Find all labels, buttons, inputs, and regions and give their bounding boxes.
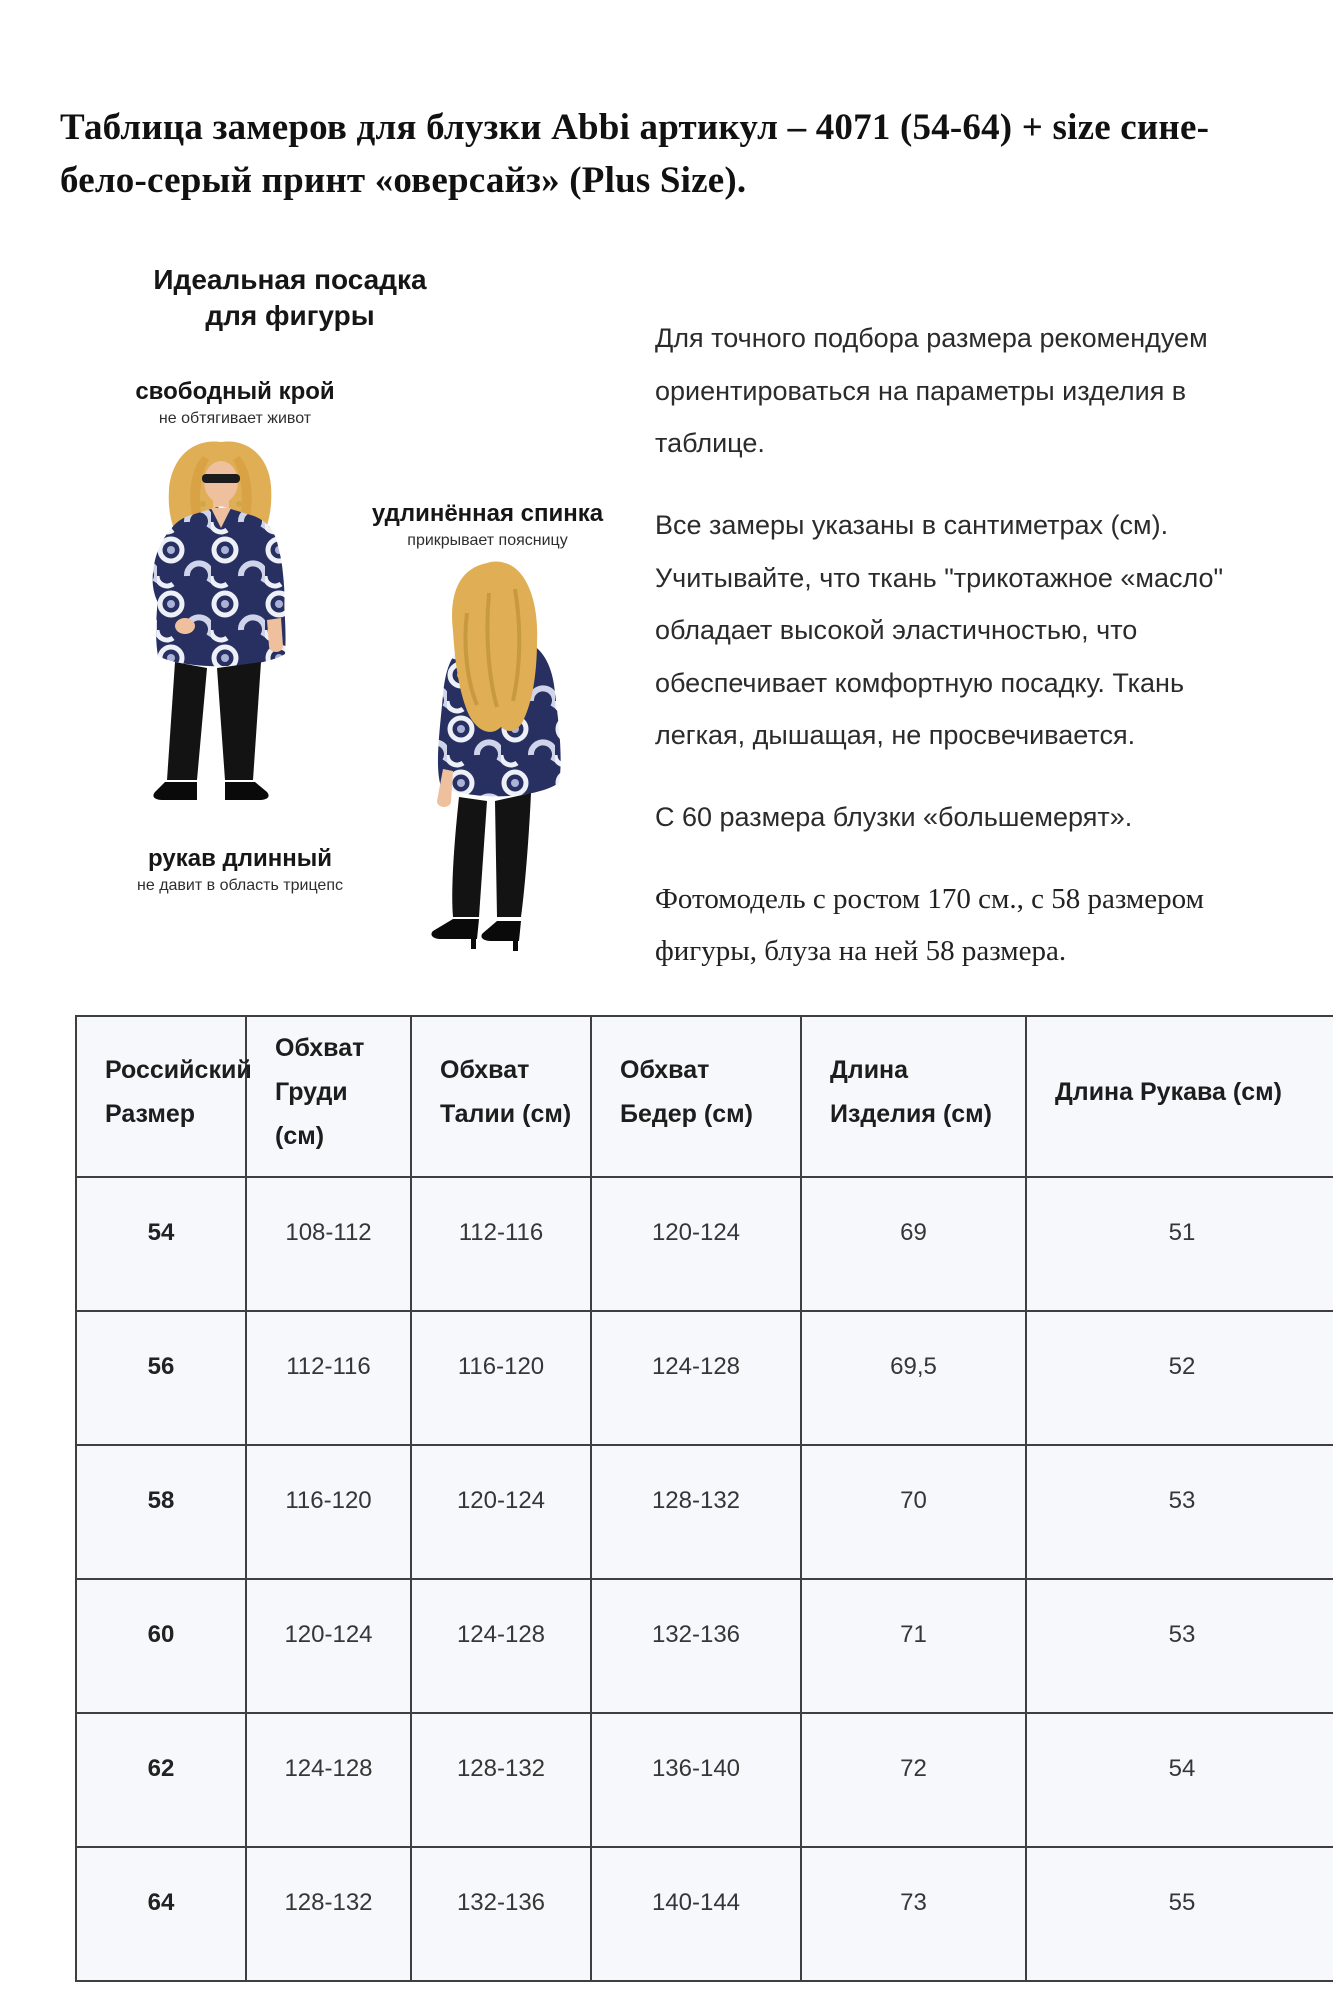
cell-hips: 120-124: [591, 1177, 801, 1311]
cell-hips: 136-140: [591, 1713, 801, 1847]
size-table-header-row: [76, 1016, 1333, 1177]
model-front-photo: [103, 428, 341, 808]
annotation-long-sleeve-subtitle: не давит в область трицепс: [137, 876, 343, 894]
cell-hips: 128-132: [591, 1445, 801, 1579]
cell-size: 60: [76, 1579, 246, 1713]
cell-sleeve: 54: [1026, 1713, 1333, 1847]
annotation-loose-cut-subtitle: не обтягивает живот: [158, 409, 312, 427]
cell-chest: 120-124: [246, 1579, 411, 1713]
cell-sleeve: 55: [1026, 1847, 1333, 1981]
cell-hips: 132-136: [591, 1579, 801, 1713]
cell-length: 71: [801, 1579, 1026, 1713]
header-hips: Обхват Бедер (см): [591, 1016, 801, 1177]
cell-length: 69,5: [801, 1311, 1026, 1445]
annotation-loose-cut: [95, 378, 375, 431]
page-title: Таблица замеров для блузки Abbi артикул – 4071 (54-64) + size сине-бело-серый принт «оверсайз» (Plus Size).: [60, 107, 1210, 201]
cell-size: 64: [76, 1847, 246, 1981]
cell-chest: 112-116: [246, 1311, 411, 1445]
table-row: [76, 1177, 1333, 1311]
cell-sleeve: 53: [1026, 1579, 1333, 1713]
cell-waist: 120-124: [411, 1445, 591, 1579]
annotation-long-back-title: удлинённая спинка: [371, 500, 604, 527]
cell-chest: 116-120: [246, 1445, 411, 1579]
cell-waist: 124-128: [411, 1579, 591, 1713]
description-paragraph-2: Все замеры указаны в сантиметрах (см). Учитывайте, что ткань "трикотажное «масло" обладает высокой эластичностью, что обеспечивает комфортную посадку. Ткань легкая, дышащая, не просвечивается.: [655, 509, 1224, 751]
model-back-photo: [393, 553, 593, 953]
cell-length: 73: [801, 1847, 1026, 1981]
header-sleeve: Длина Рукава (см): [1026, 1016, 1333, 1177]
annotation-long-sleeve: [95, 845, 385, 898]
cell-hips: 140-144: [591, 1847, 801, 1981]
annotation-long-back: [345, 500, 630, 553]
header-length: Длина Изделия (см): [801, 1016, 1026, 1177]
cell-sleeve: 52: [1026, 1311, 1333, 1445]
cell-chest: 108-112: [246, 1177, 411, 1311]
description-paragraph-4: Фотомодель с ростом 170 см., с 58 размером фигуры, блуза на ней 58 размера.: [655, 882, 1204, 967]
table-row: [76, 1445, 1333, 1579]
cell-length: 70: [801, 1445, 1026, 1579]
cell-waist: 116-120: [411, 1311, 591, 1445]
description-paragraph-3: С 60 размера блузки «большемерят».: [655, 802, 1133, 833]
header-russian-size: Российский Размер: [76, 1016, 246, 1177]
cell-chest: 124-128: [246, 1713, 411, 1847]
header-chest: Обхват Груди (см): [246, 1016, 411, 1177]
cell-length: 72: [801, 1713, 1026, 1847]
table-row: [76, 1579, 1333, 1713]
cell-hips: 124-128: [591, 1311, 801, 1445]
table-row: [76, 1713, 1333, 1847]
cell-chest: 128-132: [246, 1847, 411, 1981]
table-row: [76, 1311, 1333, 1445]
cell-waist: 132-136: [411, 1847, 591, 1981]
cell-size: 54: [76, 1177, 246, 1311]
cell-sleeve: 53: [1026, 1445, 1333, 1579]
perfect-fit-heading: Идеальная посадка для фигуры: [153, 264, 427, 332]
cell-waist: 128-132: [411, 1713, 591, 1847]
annotation-long-sleeve-title: рукав длинный: [148, 845, 332, 872]
cell-size: 58: [76, 1445, 246, 1579]
description-block: [655, 312, 1255, 1006]
cell-size: 62: [76, 1713, 246, 1847]
annotation-loose-cut-title: свободный крой: [135, 378, 335, 405]
cell-length: 69: [801, 1177, 1026, 1311]
description-paragraph-1: Для точного подбора размера рекомендуем ориентироваться на параметры изделия в таблице.: [655, 323, 1208, 459]
header-waist: Обхват Талии (см): [411, 1016, 591, 1177]
table-row: [76, 1847, 1333, 1981]
cell-size: 56: [76, 1311, 246, 1445]
cell-sleeve: 51: [1026, 1177, 1333, 1311]
annotation-long-back-subtitle: прикрывает поясницу: [407, 531, 568, 549]
cell-waist: 112-116: [411, 1177, 591, 1311]
size-table: [75, 1015, 1333, 1982]
